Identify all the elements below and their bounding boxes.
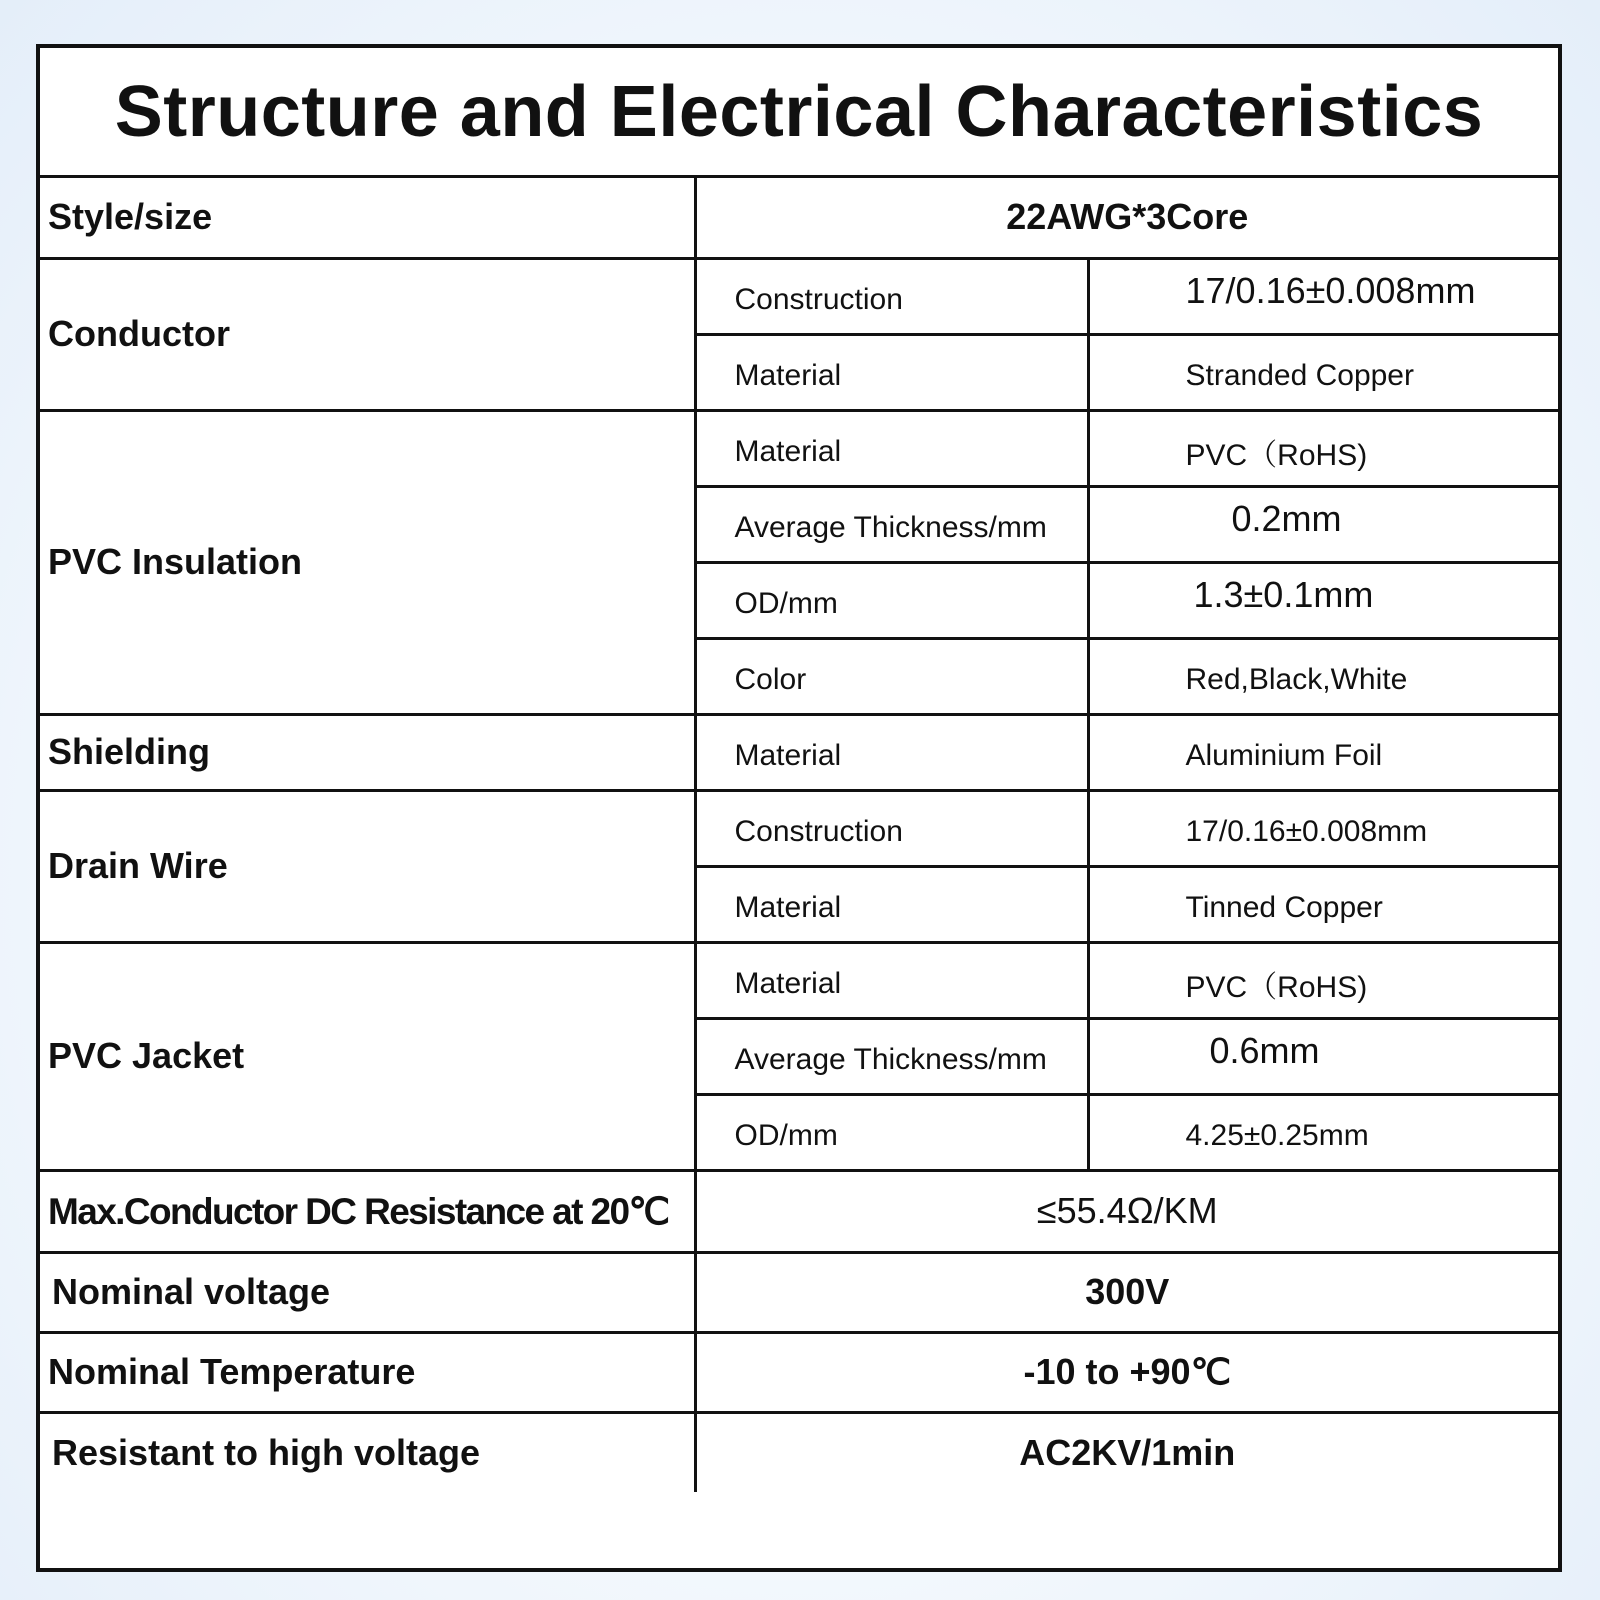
temperature-label: Nominal Temperature <box>40 1332 695 1412</box>
row-drain-construction <box>40 790 1558 866</box>
jacket-od-value: 4.25±0.25mm <box>1088 1094 1558 1170</box>
row-voltage <box>40 1252 1558 1332</box>
conductor-construction-label: Construction <box>695 258 1088 334</box>
conductor-material-label: Material <box>695 334 1088 410</box>
voltage-label: Nominal voltage <box>40 1252 695 1332</box>
jacket-material-value: PVC（RoHS) <box>1088 942 1558 1018</box>
insulation-thickness-label: Average Thickness/mm <box>695 486 1088 562</box>
jacket-thickness-label: Average Thickness/mm <box>695 1018 1088 1094</box>
row-conductor-construction <box>40 258 1558 334</box>
page-title: Structure and Electrical Characteristics <box>40 48 1558 178</box>
conductor-material-value: Stranded Copper <box>1088 334 1558 410</box>
jacket-od-label: OD/mm <box>695 1094 1088 1170</box>
hv-resist-label: Resistant to high voltage <box>40 1412 695 1492</box>
row-resistance <box>40 1170 1558 1252</box>
insulation-material-label: Material <box>695 410 1088 486</box>
resistance-value: ≤55.4Ω/KM <box>695 1170 1558 1252</box>
row-temperature <box>40 1332 1558 1412</box>
drain-construction-label: Construction <box>695 790 1088 866</box>
style-size-label: Style/size <box>40 178 695 258</box>
drain-material-label: Material <box>695 866 1088 942</box>
insulation-color-value: Red,Black,White <box>1088 638 1558 714</box>
shielding-label: Shielding <box>40 714 695 790</box>
spec-table <box>40 178 1558 1492</box>
row-jacket-material <box>40 942 1558 1018</box>
shielding-material-label: Material <box>695 714 1088 790</box>
jacket-thickness-value: 0.6mm <box>1088 1018 1558 1094</box>
insulation-material-value: PVC（RoHS) <box>1088 410 1558 486</box>
conductor-construction-value: 17/0.16±0.008mm <box>1088 258 1558 334</box>
spec-sheet <box>36 44 1562 1572</box>
row-shielding-material <box>40 714 1558 790</box>
temperature-value: -10 to +90℃ <box>695 1332 1558 1412</box>
insulation-label: PVC Insulation <box>40 410 695 714</box>
insulation-od-value: 1.3±0.1mm <box>1088 562 1558 638</box>
insulation-color-label: Color <box>695 638 1088 714</box>
drain-wire-label: Drain Wire <box>40 790 695 942</box>
shielding-material-value: Aluminium Foil <box>1088 714 1558 790</box>
style-size-value: 22AWG*3Core <box>695 178 1558 258</box>
row-insulation-material <box>40 410 1558 486</box>
row-style-size <box>40 178 1558 258</box>
jacket-label: PVC Jacket <box>40 942 695 1170</box>
conductor-label: Conductor <box>40 258 695 410</box>
hv-resist-value: AC2KV/1min <box>695 1412 1558 1492</box>
drain-construction-value: 17/0.16±0.008mm <box>1088 790 1558 866</box>
jacket-material-label: Material <box>695 942 1088 1018</box>
insulation-od-label: OD/mm <box>695 562 1088 638</box>
drain-material-value: Tinned Copper <box>1088 866 1558 942</box>
row-high-voltage <box>40 1412 1558 1492</box>
resistance-label: Max.Conductor DC Resistance at 20℃ <box>40 1170 695 1252</box>
voltage-value: 300V <box>695 1252 1558 1332</box>
insulation-thickness-value: 0.2mm <box>1088 486 1558 562</box>
